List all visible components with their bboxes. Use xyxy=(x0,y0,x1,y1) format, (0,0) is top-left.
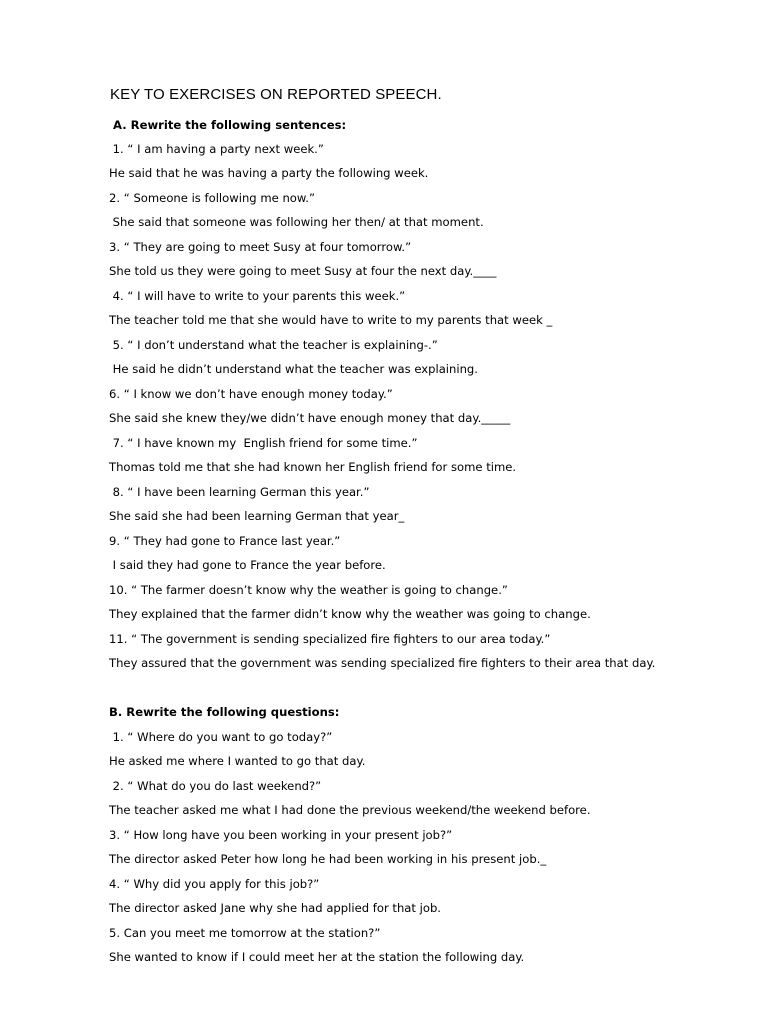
section-b-answer-5: She wanted to know if I could meet her at the station the following day. xyxy=(109,950,525,964)
section-a-question-8: 8. “ I have been learning German this year.” xyxy=(109,485,370,499)
section-a-question-1: 1. “ I am having a party next week.” xyxy=(109,142,324,156)
section-b-answer-4: The director asked Jane why she had applied for that job. xyxy=(109,901,441,915)
section-b-question-5: 5. Can you meet me tomorrow at the station?” xyxy=(109,926,381,940)
section-a-question-2: 2. “ Someone is following me now.” xyxy=(109,191,315,205)
section-a-answer-5: He said he didn’t understand what the teacher was explaining. xyxy=(109,362,478,376)
section-a-question-3: 3. “ They are going to meet Susy at four tomorrow.” xyxy=(109,240,412,254)
section-a-answer-6: She said she knew they/we didn’t have enough money that day._____ xyxy=(109,411,511,425)
section-a-answer-4: The teacher told me that she would have to write to my parents that week _ xyxy=(109,313,553,327)
section-a-question-9: 9. “ They had gone to France last year.” xyxy=(109,534,341,548)
section-a-question-7: 7. “ I have known my English friend for some time.” xyxy=(109,436,418,450)
section-b-question-3: 3. “ How long have you been working in your present job?” xyxy=(109,828,453,842)
section-b-answer-3: The director asked Peter how long he had been working in his present job._ xyxy=(109,852,547,866)
section-a-answer-8: She said she had been learning German that year_ xyxy=(109,509,405,523)
section-a-answer-10: They explained that the farmer didn’t know why the weather was going to change. xyxy=(109,607,591,621)
section-a-question-10: 10. “ The farmer doesn’t know why the weather is going to change.” xyxy=(109,583,508,597)
section-a-question-5: 5. “ I don’t understand what the teacher is explaining-.” xyxy=(109,338,438,352)
section-a-answer-2: She said that someone was following her then/ at that moment. xyxy=(109,215,484,229)
section-b-question-1: 1. “ Where do you want to go today?” xyxy=(109,730,333,744)
section-b-question-4: 4. “ Why did you apply for this job?” xyxy=(109,877,320,891)
section-b-heading: B. Rewrite the following questions: xyxy=(109,705,340,719)
section-a-answer-3: She told us they were going to meet Susy at four the next day.____ xyxy=(109,264,497,278)
section-a-answer-7: Thomas told me that she had known her English friend for some time. xyxy=(109,460,517,474)
section-b-question-2: 2. “ What do you do last weekend?” xyxy=(109,779,322,793)
section-a-question-4: 4. “ I will have to write to your parents this week.” xyxy=(109,289,406,303)
document-title: KEY TO EXERCISES ON REPORTED SPEECH. xyxy=(110,86,442,103)
section-b-answer-1: He asked me where I wanted to go that day. xyxy=(109,754,366,768)
section-a-heading: A. Rewrite the following sentences: xyxy=(109,118,347,132)
section-a-answer-11: They assured that the government was sending specialized fire fighters to their area that day. xyxy=(109,656,656,670)
section-a-answer-1: He said that he was having a party the following week. xyxy=(109,166,429,180)
section-b-answer-2: The teacher asked me what I had done the previous weekend/the weekend before. xyxy=(109,803,591,817)
section-a-question-6: 6. “ I know we don’t have enough money today.” xyxy=(109,387,393,401)
section-a-answer-9: I said they had gone to France the year before. xyxy=(109,558,386,572)
section-a-question-11: 11. “ The government is sending specialized fire fighters to our area today.” xyxy=(109,632,551,646)
